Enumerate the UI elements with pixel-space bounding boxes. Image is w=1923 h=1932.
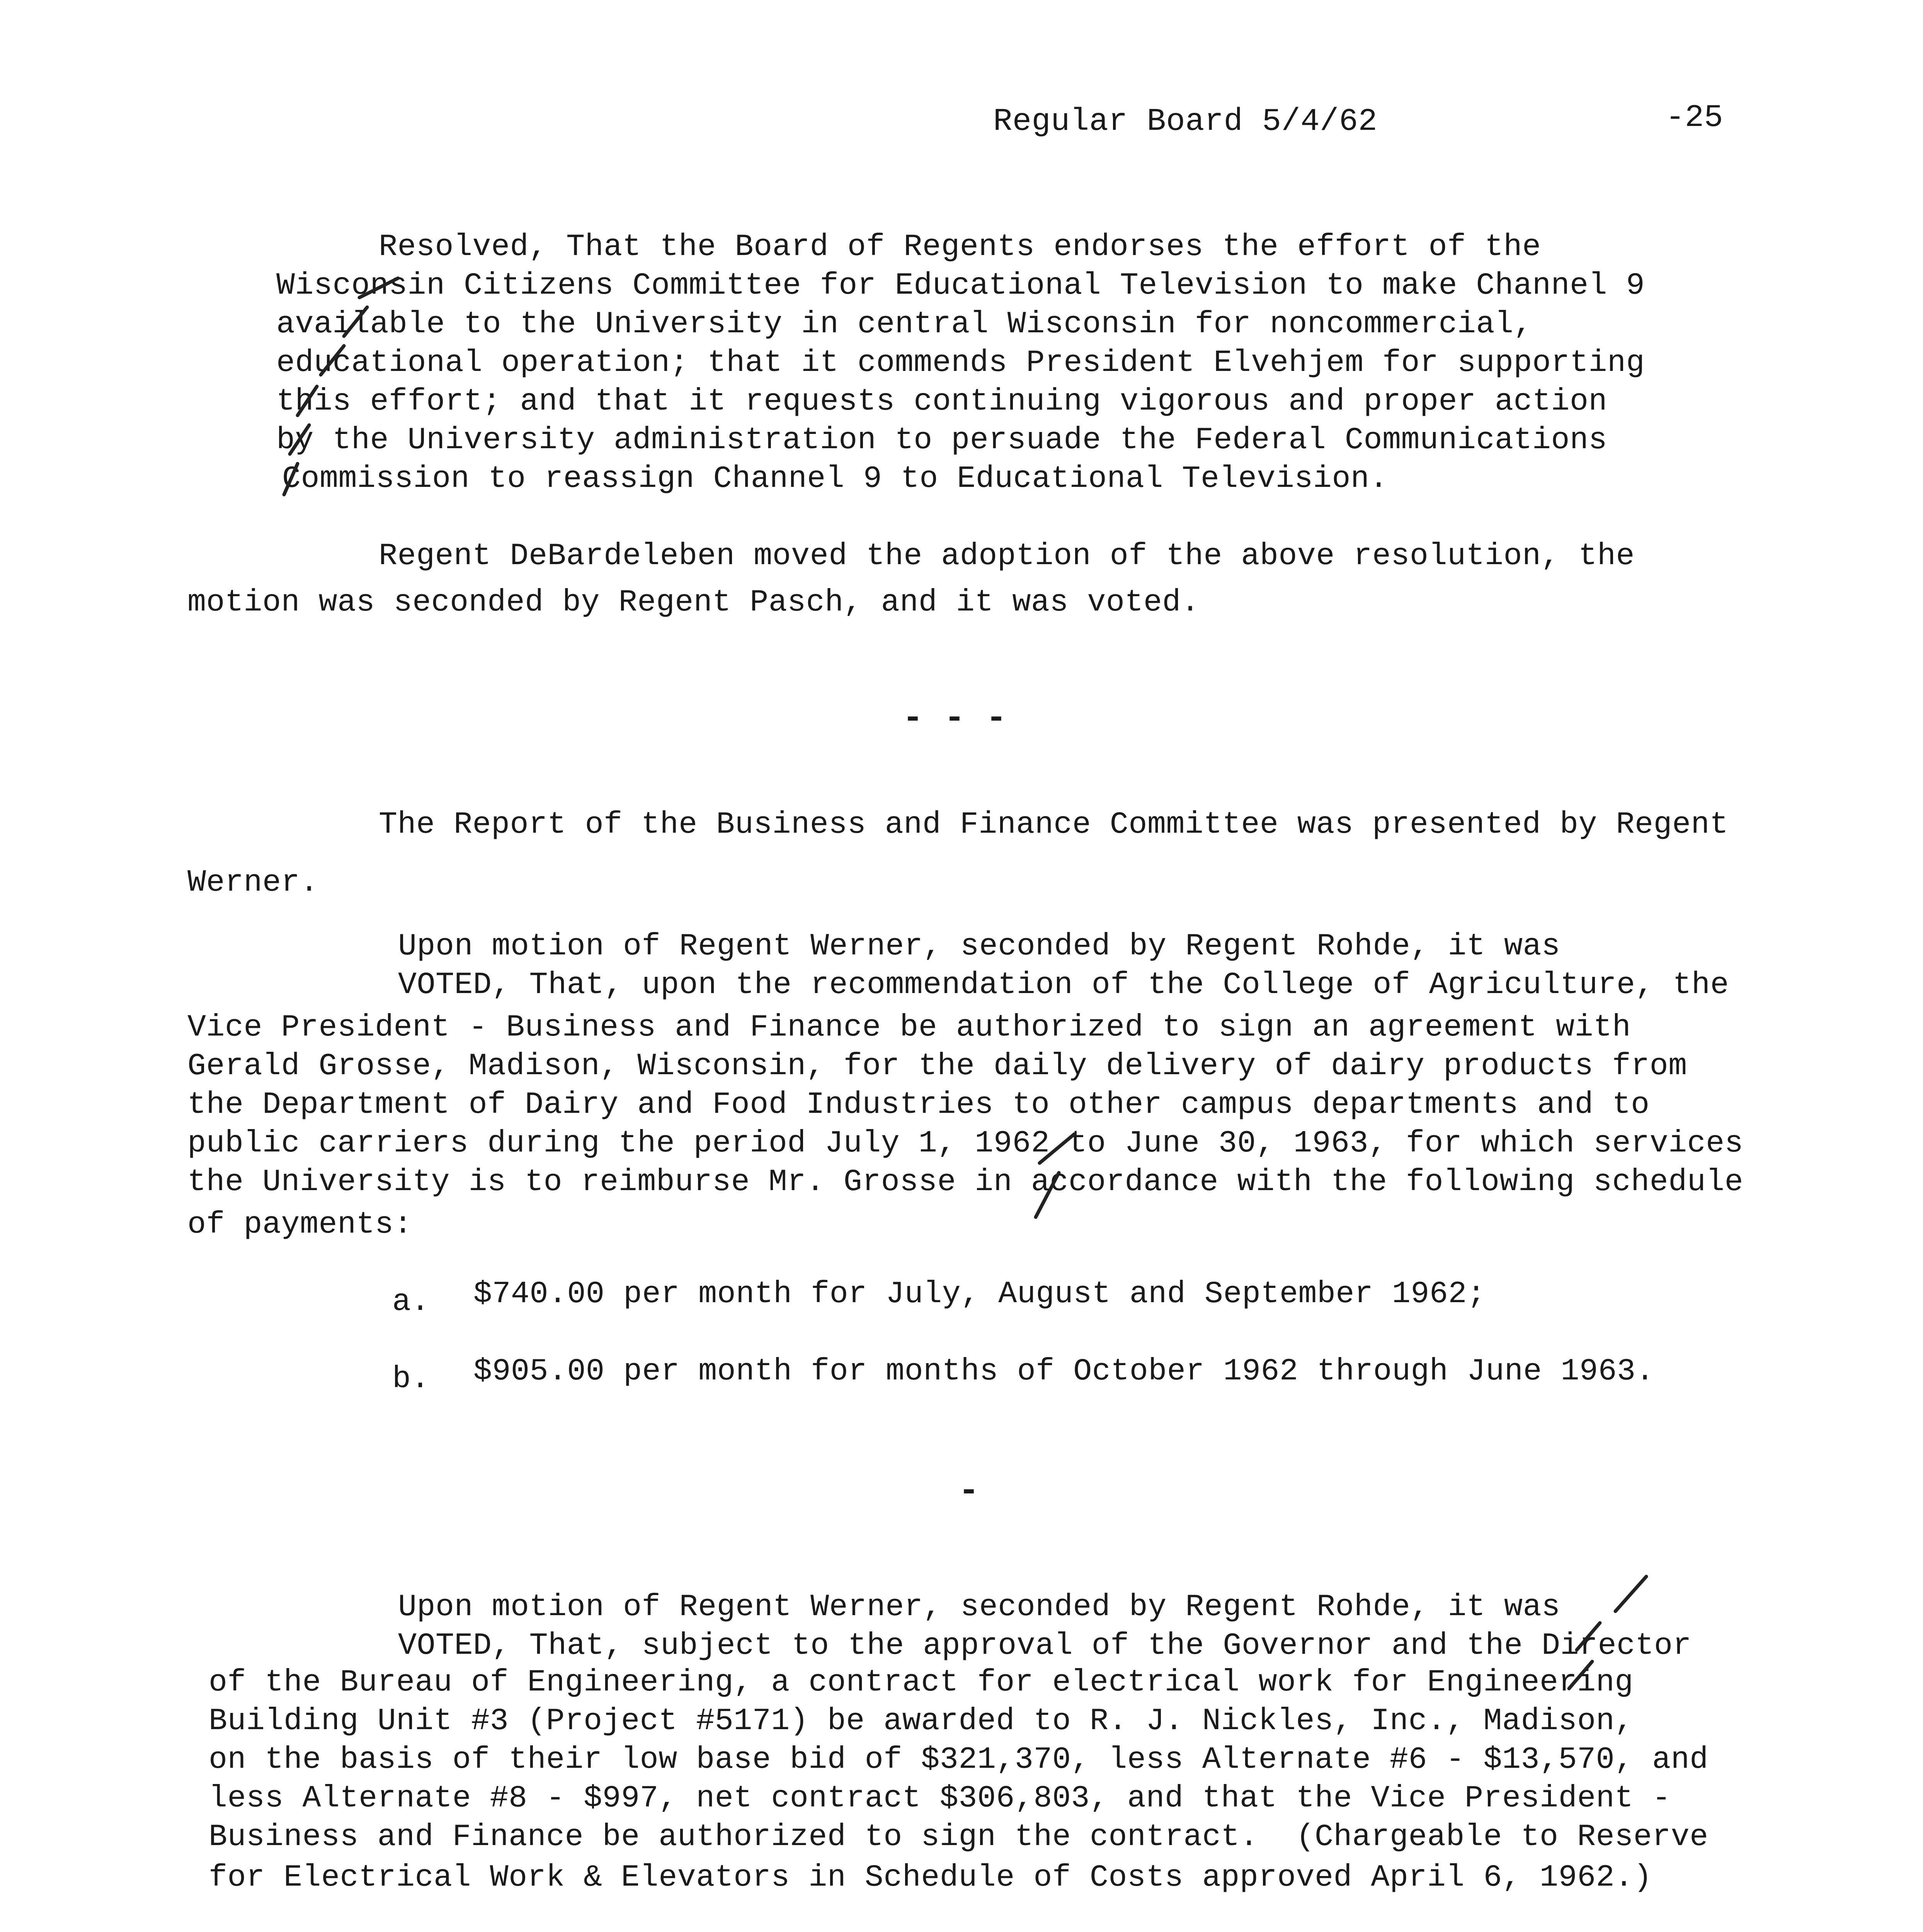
resolution-line: Wisconsin Citizens Committee for Educational Television to make Channel 9 (276, 268, 1645, 303)
page-header-number: -25 (1666, 100, 1724, 136)
payment-item-marker: a. (392, 1284, 430, 1320)
section-separator: - - - (902, 699, 1007, 738)
motion-line: of the Bureau of Engineering, a contract for electrical work for Engineering (209, 1665, 1634, 1700)
motion-line: the Department of Dairy and Food Industries to other campus departments and to (187, 1087, 1650, 1122)
motion-line: Gerald Grosse, Madison, Wisconsin, for the daily delivery of dairy products from (187, 1049, 1687, 1084)
resolution-line: this effort; and that it requests continuing vigorous and proper action (276, 384, 1608, 419)
report-line: Werner. (187, 865, 319, 900)
motion-line: VOTED, That, subject to the approval of the Governor and the Director (398, 1628, 1692, 1663)
motion-line: Upon motion of Regent Werner, seconded by Regent Rohde, it was (398, 1590, 1561, 1625)
motion-line: Vice President - Business and Finance be authorized to sign an agreement with (187, 1010, 1631, 1045)
motion-line: the University is to reimburse Mr. Grosse in accordance with the following schedule (187, 1165, 1744, 1200)
adoption-line: Regent DeBardeleben moved the adoption of the above resolution, the (379, 539, 1635, 574)
motion-line: Business and Finance be authorized to sign the contract. (Chargeable to Reserve (209, 1820, 1709, 1855)
resolution-line: Commission to reassign Channel 9 to Educational Television. (282, 461, 1388, 497)
motion-line: less Alternate #8 - $997, net contract $306,803, and that the Vice President - (209, 1781, 1671, 1816)
payment-item-text: $905.00 per month for months of October 1962 through June 1963. (473, 1354, 1654, 1389)
motion-line: public carriers during the period July 1, 1962 to June 30, 1963, for which services (187, 1126, 1744, 1161)
resolution-line: by the University administration to persuade the Federal Communications (276, 423, 1608, 458)
payment-item-text: $740.00 per month for July, August and September 1962; (473, 1277, 1486, 1312)
resolution-line: Resolved, That the Board of Regents endorses the effort of the (379, 230, 1541, 265)
payment-item-marker: b. (392, 1362, 430, 1397)
motion-line: Upon motion of Regent Werner, seconded by Regent Rohde, it was (398, 929, 1561, 964)
motion-line: Building Unit #3 (Project #5171) be awarded to R. J. Nickles, Inc., Madison, (209, 1704, 1634, 1739)
motion-line: of payments: (187, 1207, 413, 1242)
report-line: The Report of the Business and Finance Committee was presented by Regent (379, 807, 1729, 842)
motion-line: for Electrical Work & Elevators in Schedule of Costs approved April 6, 1962.) (209, 1860, 1652, 1895)
adoption-line: motion was seconded by Regent Pasch, and it was voted. (187, 585, 1200, 620)
motion-line: on the basis of their low base bid of $321,370, less Alternate #6 - $13,570, and (209, 1742, 1709, 1777)
section-separator: - (958, 1472, 980, 1511)
page-header-title: Regular Board 5/4/62 (993, 104, 1378, 139)
resolution-line: educational operation; that it commends President Elvehjem for supporting (276, 345, 1645, 381)
resolution-line: available to the University in central Wisconsin for noncommercial, (276, 307, 1533, 342)
motion-line: VOTED, That, upon the recommendation of the College of Agriculture, the (398, 968, 1729, 1003)
